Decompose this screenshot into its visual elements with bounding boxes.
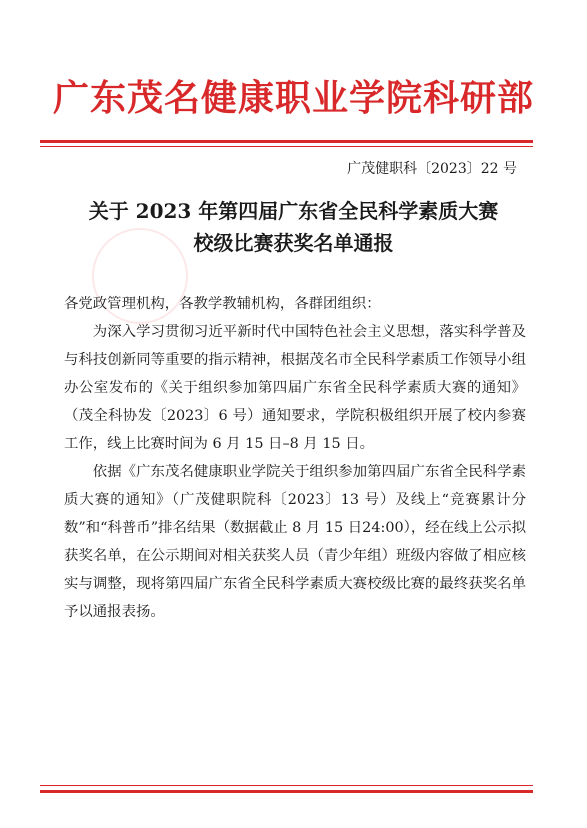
footer-rule-thin (40, 785, 533, 786)
headline-line-1: 关于 2023 年第四届广东省全民科学素质大赛 (88, 199, 499, 223)
paragraph-1: 为深入学习贯彻习近平新时代中国特色社会主义思想，落实科学普及与科技创新同等重要的指示精神，根据茂名市全民科学素质工作领导小组办公室发布的《关于组织参加第四届广东省全民科学素质大赛的通知》（茂全科协发〔2023〕6 号）通知要求，学院积极组织开展了校内参赛工作，线上比赛时间为 6 月 15 日–8 月 15 日。 (64, 324, 526, 452)
document-body (64, 290, 526, 626)
header-rule-thin (40, 146, 533, 147)
paragraph-2: 依据《广东茂名健康职业学院关于组织参加第四届广东省全民科学素质大赛的通知》（广茂健职院科〔2023〕13 号）及线上“竞赛累计分数”和“科普币”排名结果（数据截止 8 月 15 日24:00），经在线上公示拟获奖名单，在公示期间对相关获奖人员（青少年组）班级内容做了相应核实与调整，现将第四届广东省全民科学素质大赛校级比赛的最终获奖名单予以通报表扬。 (64, 464, 526, 620)
headline-line-2: 校级比赛获奖名单通报 (193, 231, 394, 255)
footer-rule-thick (40, 790, 533, 793)
salutation: 各党政管理机构，各教学教辅机构，各群团组织： (64, 296, 381, 312)
headline (0, 195, 587, 259)
document-number: 广茂健职科〔2023〕22 号 (347, 161, 517, 177)
org-title: 广东茂名健康职业学院科研部 (52, 77, 534, 119)
header-rule-thick (40, 140, 533, 143)
